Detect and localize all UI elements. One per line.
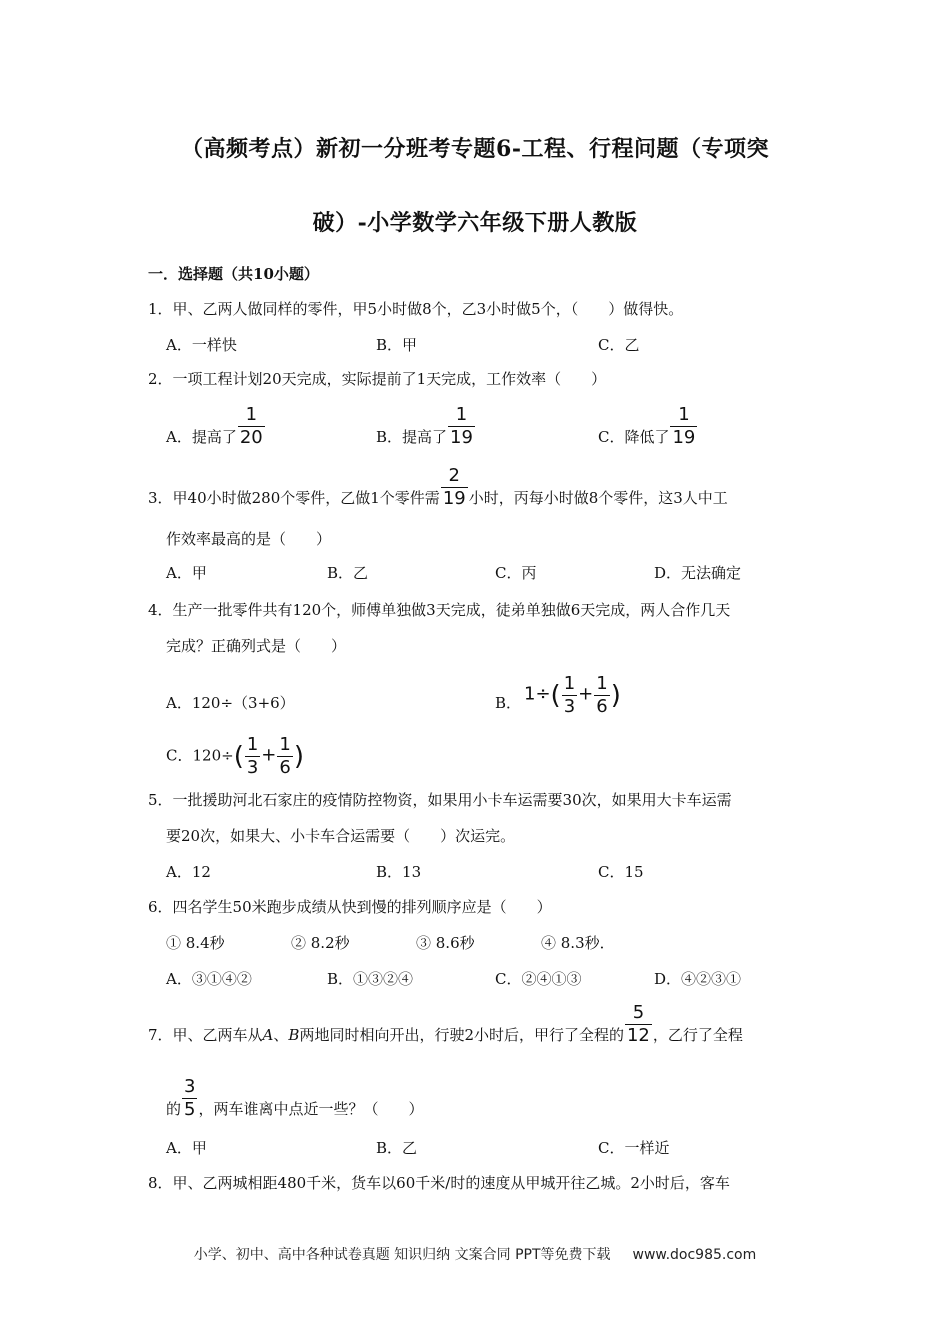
fraction-one-third xyxy=(562,674,577,717)
fraction-denominator: 19 xyxy=(672,427,696,448)
question-4-option-b[interactable]: B． xyxy=(495,694,522,712)
fraction-denominator: 20 xyxy=(239,427,263,448)
question-2-option-a-label: A．提高了 xyxy=(166,428,237,446)
fraction-one-sixth xyxy=(594,674,609,717)
question-2-option-a[interactable] xyxy=(166,405,266,448)
fraction-numerator: 1 xyxy=(279,734,291,755)
question-2-option-b[interactable] xyxy=(376,405,476,448)
fraction-one-sixth xyxy=(277,735,292,778)
question-3-line2: 作效率最高的是（ ） xyxy=(166,530,332,548)
right-paren: ) xyxy=(293,741,304,772)
fraction-numerator: 5 xyxy=(632,1002,645,1023)
fraction-numerator: 1 xyxy=(596,673,608,694)
question-7-line2-after: ，两车谁离中点近一些？（ ） xyxy=(198,1100,424,1118)
question-6-record-2: ② 8.2秒 xyxy=(291,934,350,952)
question-6-option-b[interactable]: B．①③②④ xyxy=(327,970,414,988)
question-4-option-c-label: C．120÷ xyxy=(166,746,234,765)
question-3-text-after: 小时，丙每小时做8个零件，这3人中工 xyxy=(468,489,728,507)
plus-sign: + xyxy=(261,744,277,766)
question-2-option-c-label: C．降低了 xyxy=(598,428,670,446)
question-7-fraction-2 xyxy=(182,1077,197,1120)
document-title-line2: 破）-小学数学六年级下册人教版 xyxy=(312,210,638,236)
question-4-option-a[interactable]: A．120÷（3+6） xyxy=(166,694,295,712)
question-5-option-c[interactable]: C．15 xyxy=(598,863,644,881)
fraction-numerator: 3 xyxy=(184,1076,196,1097)
question-4-line1: 4．生产一批零件共有120个，师傅单独做3天完成，徒弟单独做6天完成，两人合作几天 xyxy=(148,601,731,619)
question-2-option-a-fraction xyxy=(238,405,265,448)
point-a: A xyxy=(262,1026,274,1044)
expression-prefix: 1÷ xyxy=(524,683,551,705)
question-6-option-c[interactable]: C．②④①③ xyxy=(495,970,582,988)
question-6-text: 6．四名学生50米跑步成绩从快到慢的排列顺序应是（ ） xyxy=(148,898,552,916)
right-paren: ) xyxy=(610,680,621,711)
question-7-text-after: ，乙行了全程 xyxy=(652,1026,743,1044)
question-3-text-before: 3．甲40小时做280个零件，乙做1个零件需 xyxy=(148,489,440,507)
point-separator: 、 xyxy=(273,1026,289,1044)
question-2-option-b-fraction xyxy=(448,405,475,448)
question-6-option-d[interactable]: D．④②③① xyxy=(654,970,742,988)
question-4-option-b-expression xyxy=(524,674,621,717)
section-heading: 一．选择题（共10小题） xyxy=(148,265,319,283)
question-3-option-a[interactable]: A．甲 xyxy=(166,564,207,582)
page-footer xyxy=(0,1244,950,1264)
point-b: B xyxy=(288,1026,300,1044)
question-7-text-before: 两地同时相向开出，行驶2小时后，甲行了全程的 xyxy=(299,1026,624,1044)
fraction-denominator: 3 xyxy=(246,757,259,778)
question-2-option-c[interactable] xyxy=(598,405,698,448)
footer-link[interactable]: www.doc985.com xyxy=(632,1247,757,1263)
fraction-numerator: 1 xyxy=(678,404,690,425)
question-1-option-b[interactable]: B．甲 xyxy=(376,336,418,354)
fraction-numerator: 1 xyxy=(563,673,576,694)
left-paren: ( xyxy=(233,741,244,772)
footer-text: 小学、初中、高中各种试卷真题 知识归纳 文案合同 PPT等免费下载 xyxy=(193,1247,611,1263)
question-4-line2: 完成？正确列式是（ ） xyxy=(166,637,347,655)
question-1-option-c[interactable]: C．乙 xyxy=(598,336,640,354)
question-5-line1: 5．一批援助河北石家庄的疫情防控物资，如果用小卡车运需要30次，如果用大卡车运需 xyxy=(148,791,732,809)
question-8-text: 8．甲、乙两城相距480千米，货车以60千米/时的速度从甲城开往乙城。2小时后，客车 xyxy=(148,1174,730,1192)
question-2-option-c-fraction xyxy=(670,405,697,448)
fraction-denominator: 6 xyxy=(596,696,608,717)
question-5-line2: 要20次，如果大、小卡车合运需要（ ）次运完。 xyxy=(166,827,516,845)
question-3-option-d[interactable]: D．无法确定 xyxy=(654,564,742,582)
question-7-fraction-1 xyxy=(625,1003,652,1046)
question-3-line1 xyxy=(148,466,728,509)
question-3-fraction xyxy=(441,466,468,509)
question-3-option-b[interactable]: B．乙 xyxy=(327,564,369,582)
question-7-option-c[interactable]: C．一样近 xyxy=(598,1139,670,1157)
question-7-option-b[interactable]: B．乙 xyxy=(376,1139,418,1157)
question-5-option-a[interactable]: A．12 xyxy=(166,863,211,881)
question-2-text: 2．一项工程计划20天完成，实际提前了1天完成，工作效率（ ） xyxy=(148,370,607,388)
question-3-option-c[interactable]: C．丙 xyxy=(495,564,537,582)
question-7-prefix: 7．甲、乙两车从 xyxy=(148,1026,263,1044)
question-7-line2 xyxy=(166,1077,423,1120)
question-5-option-b[interactable]: B．13 xyxy=(376,863,422,881)
fraction-denominator: 6 xyxy=(279,757,291,778)
fraction-numerator: 1 xyxy=(246,734,259,755)
question-6-record-1: ① 8.4秒 xyxy=(166,934,225,952)
fraction-denominator: 3 xyxy=(563,696,576,717)
fraction-denominator: 19 xyxy=(450,427,473,448)
question-7-option-a[interactable]: A．甲 xyxy=(166,1139,207,1157)
fraction-numerator: 2 xyxy=(448,465,460,486)
question-6-record-4: ④ 8.3秒． xyxy=(541,934,615,952)
left-paren: ( xyxy=(550,680,561,711)
question-2-option-b-label: B．提高了 xyxy=(376,428,448,446)
plus-sign: + xyxy=(578,683,594,705)
question-7-line1 xyxy=(148,1003,743,1046)
question-6-option-a[interactable]: A．③①④② xyxy=(166,970,252,988)
fraction-denominator: 19 xyxy=(442,488,466,509)
fraction-numerator: 1 xyxy=(245,404,258,425)
question-7-line2-prefix: 的 xyxy=(166,1100,182,1118)
question-1-text: 1．甲、乙两人做同样的零件，甲5小时做8个，乙3小时做5个，（ ）做得快。 xyxy=(148,300,684,318)
question-1-option-a[interactable]: A．一样快 xyxy=(166,336,237,354)
question-6-record-3: ③ 8.6秒 xyxy=(416,934,475,952)
document-title-line1: （高频考点）新初一分班考专题6-工程、行程问题（专项突 xyxy=(181,136,769,162)
fraction-denominator: 12 xyxy=(626,1025,650,1046)
fraction-numerator: 1 xyxy=(455,404,468,425)
fraction-denominator: 5 xyxy=(184,1099,196,1120)
fraction-one-third xyxy=(245,735,260,778)
question-4-option-c[interactable] xyxy=(166,735,304,778)
